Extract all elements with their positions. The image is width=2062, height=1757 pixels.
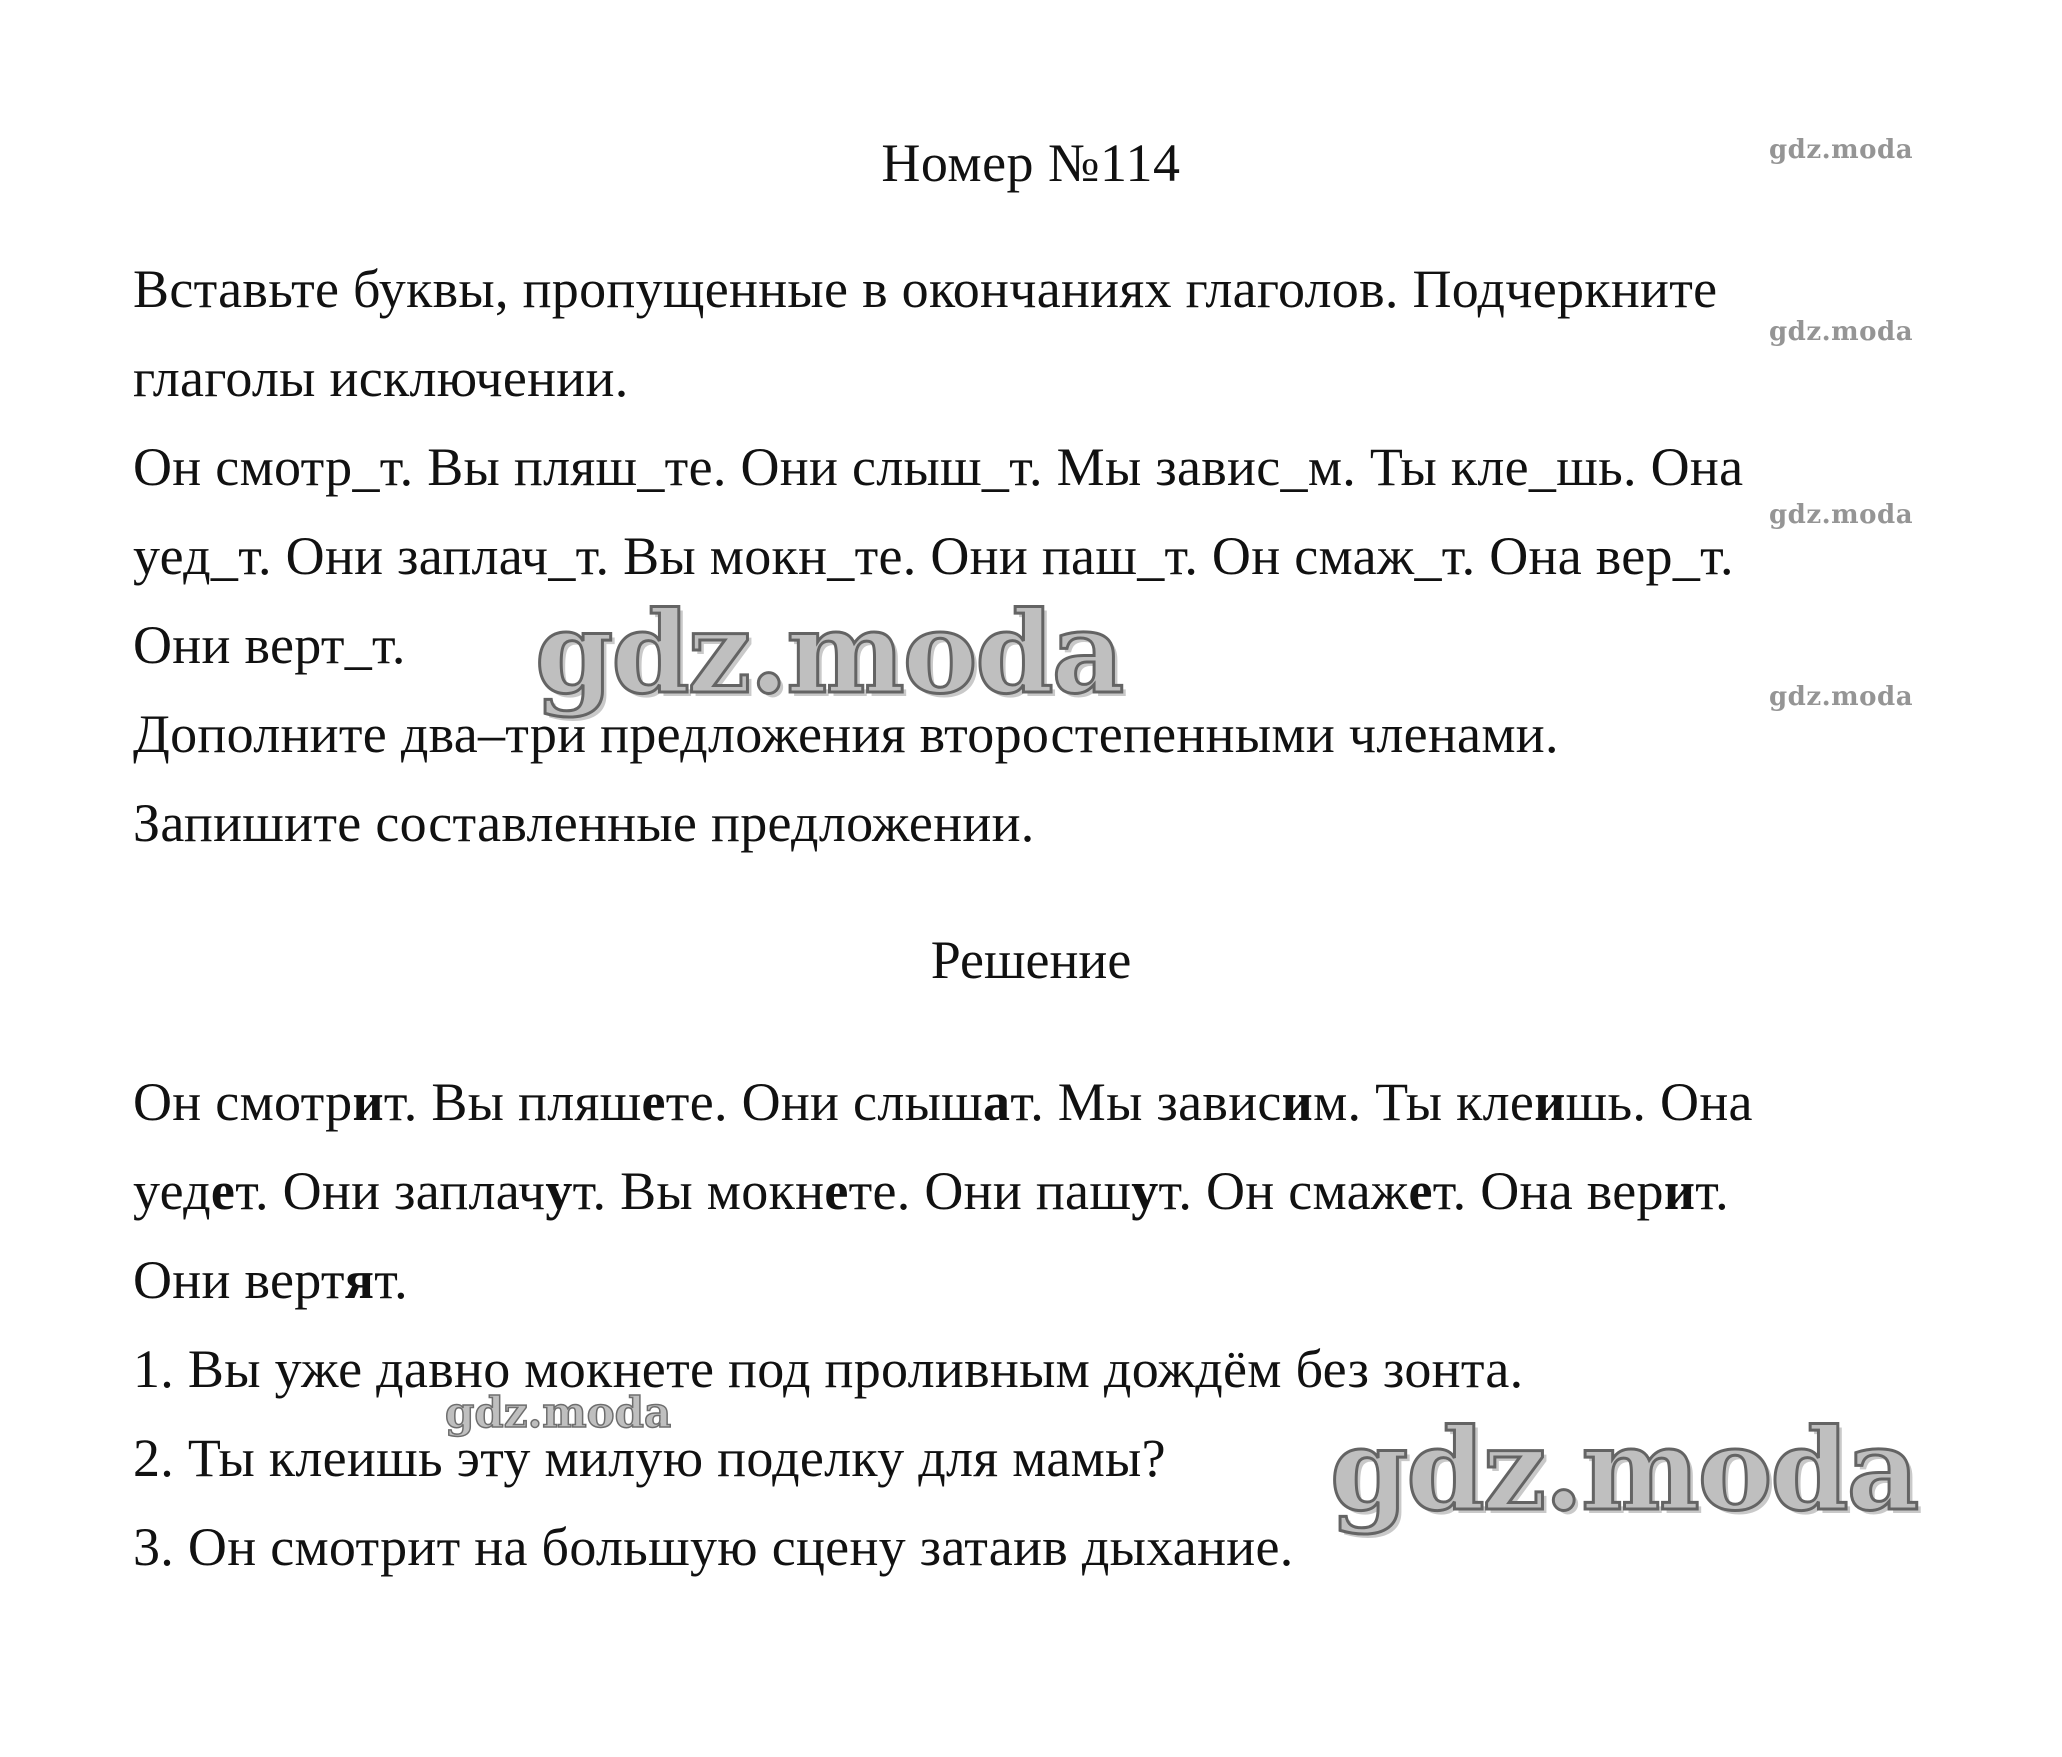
solution-line <box>133 1236 1933 1325</box>
watermark-small: gdz.moda <box>1769 682 1914 712</box>
text-run: уед <box>133 1161 211 1221</box>
watermark-small: gdz.moda <box>1769 135 1914 165</box>
ending-letter: а <box>983 1072 1011 1132</box>
ending-letter: я <box>344 1250 375 1310</box>
task-line: Вставьте буквы, пропущенные в окончаниях глаголов. Подчеркните <box>133 259 1718 319</box>
ending-letter: е <box>1408 1161 1433 1221</box>
text-run: т. Вы пляш <box>383 1072 642 1132</box>
example-sentence: 1. Вы уже давно мокнете под проливным дождём без зонта. <box>133 1339 1524 1399</box>
task-line: глаголы исключении. <box>133 348 629 408</box>
text-run: т. Мы завис <box>1010 1072 1282 1132</box>
watermark-large: gdz.moda <box>1330 1405 1918 1536</box>
text-run: Он смотр <box>133 1072 353 1132</box>
task-line: Запишите составленные предложении. <box>133 793 1035 853</box>
text-run: Они верт <box>133 1250 345 1310</box>
watermark-small: gdz.moda <box>1769 317 1914 347</box>
text-run: т. Он смаж <box>1158 1161 1409 1221</box>
text-run: т. Вы мокн <box>572 1161 825 1221</box>
task-line: Они верт_т. <box>133 615 406 675</box>
ending-letter: е <box>824 1161 849 1221</box>
text-run: т. <box>1695 1161 1729 1221</box>
text-run: шь. Она <box>1565 1072 1753 1132</box>
ending-letter: и <box>1534 1072 1566 1132</box>
ending-letter: е <box>210 1161 236 1221</box>
task-line: уед_т. Они заплач_т. Вы мокн_те. Они паш_т. Он смаж_т. Она вер_т. <box>133 526 1734 586</box>
page-title: Номер №114 <box>881 133 1181 193</box>
ending-letter: у <box>545 1161 573 1221</box>
ending-letter: у <box>1131 1161 1159 1221</box>
text-run: т. <box>374 1250 408 1310</box>
task-line: Он смотр_т. Вы пляш_те. Они слыш_т. Мы завис_м. Ты кле_шь. Она <box>133 437 1744 497</box>
text-run: те. Они слыш <box>665 1072 984 1132</box>
solution-line <box>133 1147 1933 1236</box>
solution-line <box>133 1058 1933 1147</box>
task-line: Дополните два–три предложения второстепенными членами. <box>133 704 1559 764</box>
ending-letter: и <box>1281 1072 1314 1132</box>
solution-heading: Решение <box>930 930 1132 990</box>
ending-letter: и <box>352 1072 384 1132</box>
text-run: те. Они паш <box>848 1161 1132 1221</box>
task-text <box>133 245 1933 868</box>
example-sentence: 3. Он смотрит на большую сцену затаив дыхание. <box>133 1517 1294 1577</box>
watermark-medium: gdz.moda <box>445 1388 672 1437</box>
example-sentence: 2. Ты клеишь эту милую поделку для мамы? <box>133 1428 1166 1488</box>
text-run: т. Она вер <box>1432 1161 1664 1221</box>
text-run: т. Они заплач <box>235 1161 546 1221</box>
ending-letter: и <box>1663 1161 1696 1221</box>
text-run: м. Ты кле <box>1313 1072 1535 1132</box>
ending-letter: е <box>641 1072 666 1132</box>
watermark-large: gdz.moda <box>535 588 1123 719</box>
watermark-small: gdz.moda <box>1769 500 1914 530</box>
